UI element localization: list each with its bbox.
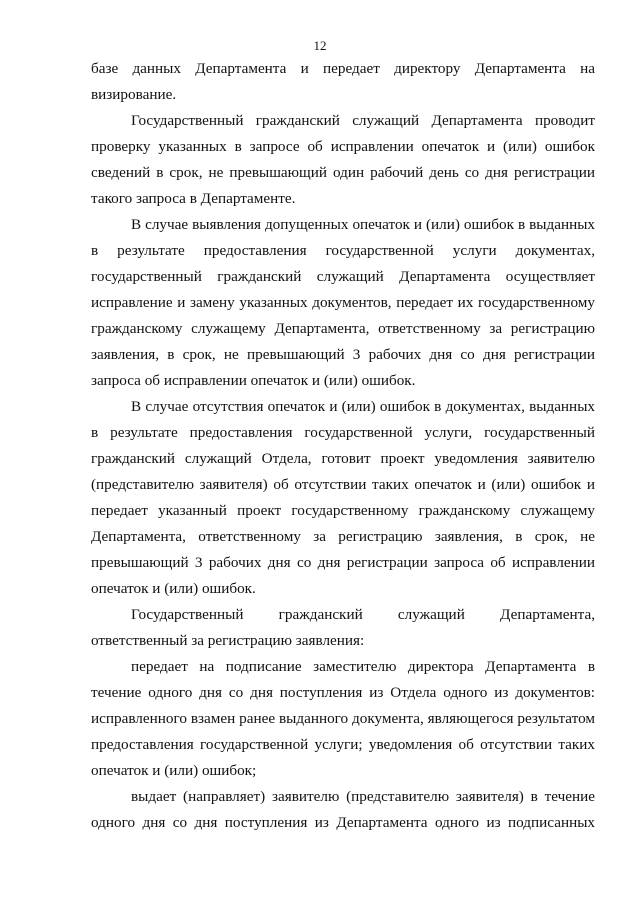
- paragraph-responsible-officer: Государственный гражданский служащий Департамента, ответственный за регистрацию заявления:: [91, 606, 595, 649]
- document-body: [91, 56, 595, 836]
- paragraph-continuation: базе данных Департамента и передает директору Департамента на визирование.: [91, 60, 595, 103]
- paragraph-review: Государственный гражданский служащий Департамента проводит проверку указанных в запросе об исправлении опечаток и (или) ошибок сведений в срок, не превышающий один рабочий день со дня регистрации такого запроса в Департаменте.: [91, 112, 595, 207]
- paragraph-submits-for-signing: передает на подписание заместителю директора Департамента в течение одного дня со дня поступления из Отдела одного из документов: исправленного взамен ранее выданного документа, являющегося результатом предоставления государственной услуги; уведомления об отсутствии таких опечаток и (или) ошибок;: [91, 658, 595, 779]
- paragraph-issues-to-applicant: выдает (направляет) заявителю (представителю заявителя) в течение одного дня со дня поступления из Департамента одного из подписанных: [91, 788, 595, 831]
- paragraph-errors-absent: В случае отсутствия опечаток и (или) ошибок в документах, выданных в результате предоставления государственной услуги, государственный гражданский служащий Отдела, готовит проект уведомления заявителю (представителю заявителя) об отсутствии таких опечаток и (или) ошибок и передает указанный проект государственному гражданскому служащему Департамента, ответственному за регистрацию заявления, в срок, не превышающий 3 рабочих дня со дня регистрации запроса об исправлении опечаток и (или) ошибок.: [91, 398, 595, 597]
- paragraph-errors-found: В случае выявления допущенных опечаток и (или) ошибок в выданных в результате предоставления государственной услуги документах, государственный гражданский служащий Департамента осуществляет исправление и замену указанных документов, передает их государственному гражданскому служащему Департамента, ответственному за регистрацию заявления, в срок, не превышающий 3 рабочих дня со дня регистрации запроса об исправлении опечаток и (или) ошибок.: [91, 216, 595, 389]
- page-number: 12: [313, 38, 327, 53]
